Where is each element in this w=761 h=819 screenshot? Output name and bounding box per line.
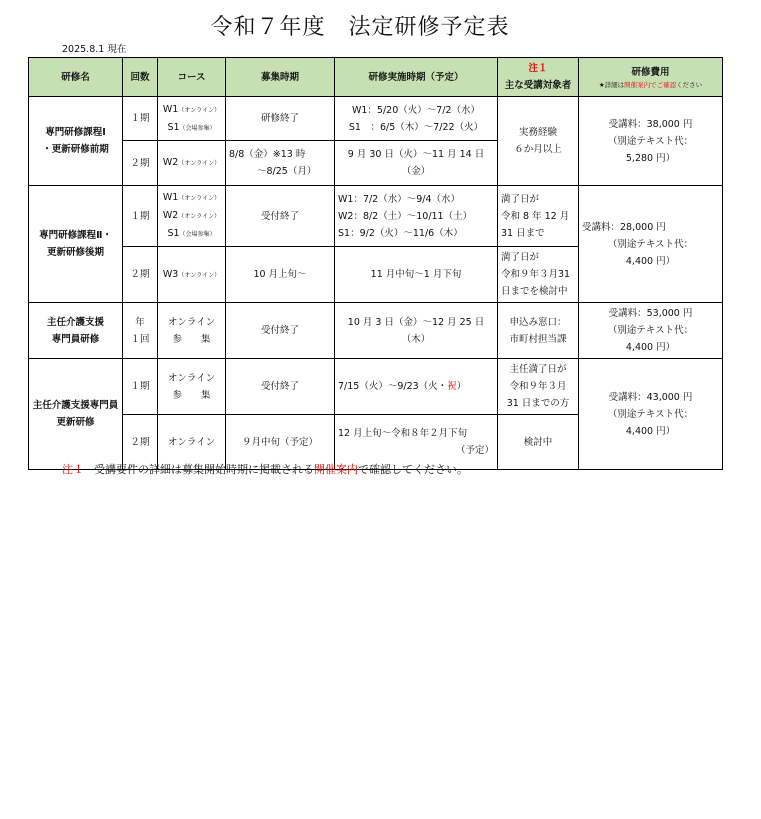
target-cell: 申込み窓口： 市町村担当課 (498, 303, 579, 359)
footnote-highlight: 開催案内 (314, 463, 358, 476)
course-name-cell: 主任介護支援 専門員研修 (29, 303, 123, 359)
course-name-cell: 専門研修課程Ⅱ・ 更新研修後期 (29, 186, 123, 303)
round-cell: １期 (123, 97, 158, 141)
fee-cell: 受講料：53,000 円 （別途テキスト代： 4,400 円） (579, 303, 723, 359)
period-cell: 9 月 30 日（火）～11 月 14 日（金） (335, 141, 498, 186)
footnote (62, 461, 468, 477)
course-cell: W1（オンライン） W2（オンライン） S1（会場参集） (158, 186, 226, 247)
page-title: 令和７年度 法定研修予定表 (210, 15, 510, 40)
target-cell: 実務経験 ６か月以上 (498, 97, 579, 186)
target-cell: 満了日が 令和 8 年 12 月 31 日まで (498, 186, 579, 247)
course-name-cell: 主任介護支援専門員 更新研修 (29, 359, 123, 470)
header-recruit: 募集時期 (226, 58, 335, 97)
header-fee (579, 58, 723, 97)
course-name-cell: 専門研修課程Ⅰ ・更新研修前期 (29, 97, 123, 186)
period-cell: 11 月中旬～1 月下旬 (335, 247, 498, 303)
training-schedule-table (28, 57, 723, 470)
period-cell: W1：5/20（火）～7/2（水） S1 ：6/5（木）～7/22（火） (335, 97, 498, 141)
period-cell: 12 月上旬～令和８年２月下旬 （予定） (335, 415, 498, 470)
table-row (29, 303, 723, 359)
header-fee-note: ★詳細は開催案内でご確認ください (598, 81, 703, 89)
recruit-cell: 受付終了 (226, 186, 335, 247)
header-note-label: 注１ (528, 63, 548, 74)
round-cell: １期 (123, 186, 158, 247)
course-cell: W2（オンライン） (158, 141, 226, 186)
target-cell: 検討中 (498, 415, 579, 470)
recruit-cell: 10 月上旬～ (226, 247, 335, 303)
recruit-cell: ９月中旬（予定） (226, 415, 335, 470)
period-cell: W1：7/2（水）～9/4（水） W2：8/2（土）～10/11（土） S1：9/2（火）～11/6（木） (335, 186, 498, 247)
course-cell: W1（オンライン） S1（会場参集） (158, 97, 226, 141)
target-cell: 主任満了日が 令和９年３月 31 日までの方 (498, 359, 579, 415)
recruit-cell: 研修終了 (226, 97, 335, 141)
header-course: コース (158, 58, 226, 97)
round-cell: ２期 (123, 415, 158, 470)
period-cell: 7/15（火）～9/23（火・祝） (335, 359, 498, 415)
as-of-date: 2025.8.1 現在 (62, 44, 127, 55)
course-cell: オンライン (158, 415, 226, 470)
round-cell: 年 １回 (123, 303, 158, 359)
footnote-label: 注１ (62, 463, 84, 476)
recruit-cell: 8/8（金）※13 時 ～8/25（月） (226, 141, 335, 186)
course-cell: オンライン 参 集 (158, 359, 226, 415)
fee-cell: 受講料：28,000 円 （別途テキスト代： 4,400 円） (579, 186, 723, 303)
table-row (29, 359, 723, 415)
round-cell: １期 (123, 359, 158, 415)
header-fee-label: 研修費用 (631, 67, 670, 78)
course-cell: W3（オンライン） (158, 247, 226, 303)
header-round: 回数 (123, 58, 158, 97)
recruit-cell: 受付終了 (226, 303, 335, 359)
fee-cell: 受講料：43,000 円 （別途テキスト代： 4,400 円） (579, 359, 723, 470)
header-name: 研修名 (29, 58, 123, 97)
fee-cell: 受講料：38,000 円 （別途テキスト代： 5,280 円） (579, 97, 723, 186)
table-row (29, 97, 723, 141)
header-period: 研修実施時期（予定） (335, 58, 498, 97)
recruit-cell: 受付終了 (226, 359, 335, 415)
header-target (498, 58, 579, 97)
round-cell: ２期 (123, 247, 158, 303)
round-cell: ２期 (123, 141, 158, 186)
header-row (29, 58, 723, 97)
period-cell: 10 月 3 日（金）～12 月 25 日（木） (335, 303, 498, 359)
course-cell: オンライン 参 集 (158, 303, 226, 359)
target-cell: 満了日が 令和９年３月31 日までを検討中 (498, 247, 579, 303)
footnote-text: 受講要件の詳細は募集開始時期に掲載される (94, 463, 314, 476)
header-target-label: 主な受講対象者 (504, 80, 572, 91)
footnote-text-end: で確認してください。 (358, 463, 468, 476)
table-row (29, 186, 723, 247)
